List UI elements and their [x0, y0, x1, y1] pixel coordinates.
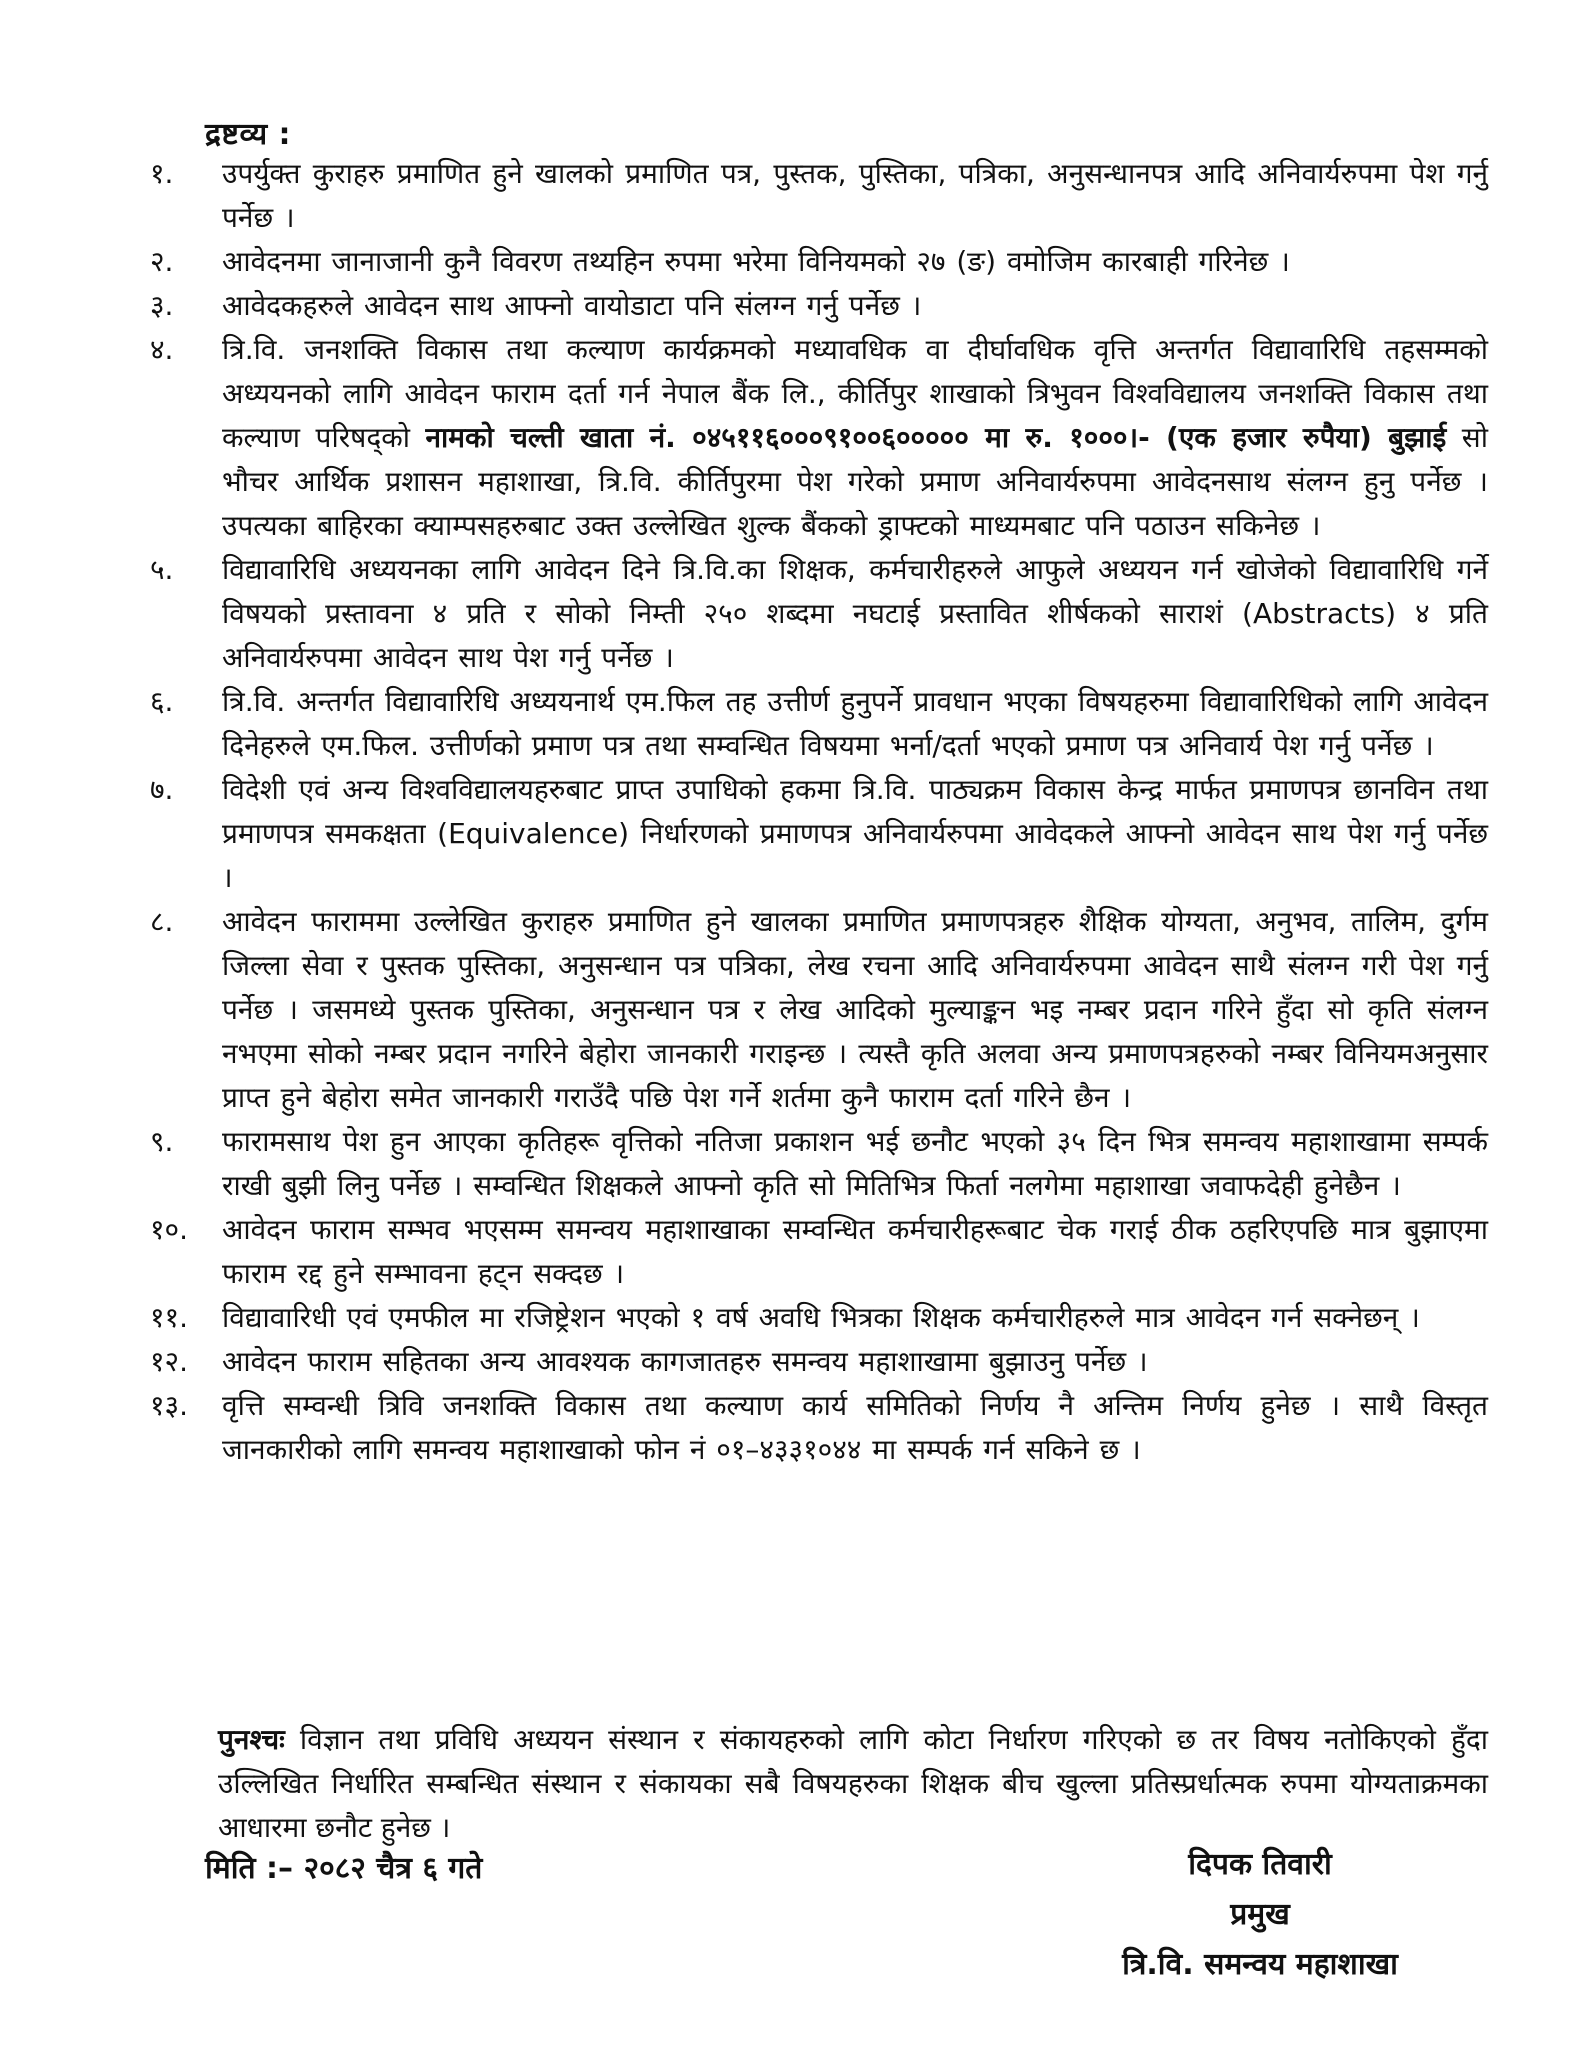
signatory-title: प्रमुख [1230, 1897, 1290, 1932]
note-number: ५. [150, 553, 174, 586]
note-item-12 [148, 1340, 1488, 1384]
note-item-6 [148, 680, 1488, 768]
note-number: १३. [150, 1389, 189, 1422]
note-text-after: सो भौचर आर्थिक प्रशासन महाशाखा, त्रि.वि. कीर्तिपुरमा पेश गरेको प्रमाण अनिवार्यरुपमा आवेदनसाथ संलग्न हुनु पर्नेछ । उपत्यका बाहिरका क्याम्पसहरुबाट उक्त उल्लेखित शुल्क बैंकको ड्राफ्टको माध्यमबाट पनि पठाउन सकिनेछ । [222, 421, 1488, 542]
signatory-name: दिपक तिवारी [1188, 1847, 1332, 1882]
note-item-5 [148, 548, 1488, 680]
note-item-7 [148, 768, 1488, 900]
note-number: २. [150, 245, 174, 278]
note-text: विद्यावारिधी एवं एमफील मा रजिष्ट्रेशन भएको १ वर्ष अवधि भित्रका शिक्षक कर्मचारीहरुले मात्र आवेदन गर्न सक्नेछन् । [222, 1301, 1420, 1334]
note-text [222, 328, 1488, 548]
note-number: ३. [150, 289, 174, 322]
note-text: उपर्युक्त कुराहरु प्रमाणित हुने खालको प्रमाणित पत्र, पुस्तक, पुस्तिका, पत्रिका, अनुसन्धानपत्र आदि अनिवार्यरुपमा पेश गर्नु पर्नेछ । [222, 157, 1488, 234]
note-text-before: त्रि.वि. जनशक्ति विकास तथा कल्याण कार्यक्रमको मध्यावधिक वा दीर्घावधिक वृत्ति अन्तर्गत विद्यावारिधि तहसम्मको अध्ययनको लागि आवेदन फाराम दर्ता गर्न नेपाल बैंक लि., कीर्तिपुर शाखाको त्रिभुवन विश्वविद्यालय जनशक्ति विकास तथा कल्याण परिषद्को [222, 333, 1488, 454]
postscript-text: विज्ञान तथा प्रविधि अध्ययन संस्थान र संकायहरुको लागि कोटा निर्धारण गरिएको छ तर विषय नतोकिएको हुँदा उल्लिखित निर्धारित सम्बन्धित संस्थान र संकायका सबै विषयहरुका शिक्षक बीच खुल्ला प्रतिस्प्रर्धात्मक रुपमा योग्यताक्रमका आधारमा छनौट हुनेछ । [218, 1723, 1488, 1844]
notes-list [148, 152, 1488, 1472]
note-number: १०. [150, 1213, 189, 1246]
signature-block [1080, 1840, 1440, 1990]
note-item-11 [148, 1296, 1488, 1340]
note-text: वृत्ति सम्वन्धी त्रिवि जनशक्ति विकास तथा कल्याण कार्य समितिको निर्णय नै अन्तिम निर्णय हुनेछ । साथै विस्तृत जानकारीको लागि समन्वय महाशाखाको फोन नं ०१–४३३१०४४ मा सम्पर्क गर्न सकिने छ । [222, 1389, 1488, 1466]
note-number: ११. [150, 1301, 189, 1334]
note-text: आवेदनमा जानाजानी कुनै विवरण तथ्यहिन रुपमा भरेमा विनियमको २७ (ङ) वमोजिम कारबाही गरिनेछ । [222, 245, 1290, 278]
note-number: ६. [150, 685, 174, 718]
postscript-label: पुनश्चः [218, 1723, 285, 1756]
signatory-office: त्रि.वि. समन्वय महाशाखा [1122, 1947, 1398, 1982]
note-number: ४. [150, 333, 174, 366]
note-item-8 [148, 900, 1488, 1120]
note-item-4 [148, 328, 1488, 548]
issue-date: मिति :– २०८२ चैत्र ६ गते [205, 1851, 483, 1886]
note-item-9 [148, 1120, 1488, 1208]
note-number: ९. [150, 1125, 174, 1158]
note-text: आवेदन फाराममा उल्लेखित कुराहरु प्रमाणित हुने खालका प्रमाणित प्रमाणपत्रहरु शैक्षिक योग्यता, अनुभव, तालिम, दुर्गम जिल्ला सेवा र पुस्तक पुस्तिका, अनुसन्धान पत्र पत्रिका, लेख रचना आदि अनिवार्यरुपमा आवेदन साथै संलग्न गरी पेश गर्नु पर्नेछ । जसमध्ये पुस्तक पुस्तिका, अनुसन्धान पत्र र लेख आदिको मुल्याङ्कन भइ नम्बर प्रदान गरिने हुँदा सो कृति संलग्न नभएमा सोको नम्बर प्रदान नगरिने बेहोरा जानकारी गराइन्छ । त्यस्तै कृति अलवा अन्य प्रमाणपत्रहरुको नम्बर विनियमअनुसार प्राप्त हुने बेहोरा समेत जानकारी गराउँदै पछि पेश गर्ने शर्तमा कुनै फाराम दर्ता गरिने छैन । [222, 905, 1488, 1114]
note-number: १२. [150, 1345, 189, 1378]
note-number: ८. [150, 905, 174, 938]
note-item-3 [148, 284, 1488, 328]
note-text: आवेदकहरुले आवेदन साथ आफ्नो वायोडाटा पनि संलग्न गर्नु पर्नेछ । [222, 289, 922, 322]
note-text: आवेदन फाराम सम्भव भएसम्म समन्वय महाशाखाका सम्वन्धित कर्मचारीहरूबाट चेक गराई ठीक ठहरिएपछि मात्र बुझाएमा फाराम रद्द हुने सम्भावना हट्न सक्दछ । [222, 1213, 1488, 1290]
note-text: आवेदन फाराम सहितका अन्य आवश्यक कागजातहरु समन्वय महाशाखामा बुझाउनु पर्नेछ । [222, 1345, 1148, 1378]
note-text: विदेशी एवं अन्य विश्वविद्यालयहरुबाट प्राप्त उपाधिको हकमा त्रि.वि. पाठ्यक्रम विकास केन्द्र मार्फत प्रमाणपत्र छानविन तथा प्रमाणपत्र समकक्षता (Equivalence) निर्धारणको प्रमाणपत्र अनिवार्यरुपमा आवेदकले आफ्नो आवेदन साथ पेश गर्नु पर्नेछ । [222, 773, 1488, 894]
note-item-2 [148, 240, 1488, 284]
bank-account-details: नामको चल्ती खाता नं. ०४५११६०००९१००६००००० मा रु. १०००।- (एक हजार रुपैया) बुझाई [425, 421, 1447, 454]
note-text: फारामसाथ पेश हुन आएका कृतिहरू वृत्तिको नतिजा प्रकाशन भई छनौट भएको ३५ दिन भित्र समन्वय महाशाखामा सम्पर्क राखी बुझी लिनु पर्नेछ । सम्वन्धित शिक्षकले आफ्नो कृति सो मितिभित्र फिर्ता नलगेमा महाशाखा जवाफदेही हुनेछैन । [222, 1125, 1488, 1202]
postscript [218, 1718, 1488, 1850]
notes-heading: द्रष्टव्य : [205, 117, 292, 152]
note-item-10 [148, 1208, 1488, 1296]
note-number: ७. [150, 773, 174, 806]
note-text: त्रि.वि. अन्तर्गत विद्यावारिधि अध्ययनार्थ एम.फिल तह उत्तीर्ण हुनुपर्ने प्रावधान भएका विषयहरुमा विद्यावारिधिको लागि आवेदन दिनेहरुले एम.फिल. उत्तीर्णको प्रमाण पत्र तथा सम्वन्धित विषयमा भर्ना/दर्ता भएको प्रमाण पत्र अनिवार्य पेश गर्नु पर्नेछ । [222, 685, 1488, 762]
note-number: १. [150, 157, 174, 190]
note-text: विद्यावारिधि अध्ययनका लागि आवेदन दिने त्रि.वि.का शिक्षक, कर्मचारीहरुले आफुले अध्ययन गर्न खोजेको विद्यावारिधि गर्ने विषयको प्रस्तावना ४ प्रति र सोको निम्ती २५० शब्दमा नघटाई प्रस्तावित शीर्षकको साराशं (Abstracts) ४ प्रति अनिवार्यरुपमा आवेदन साथ पेश गर्नु पर्नेछ । [222, 553, 1488, 674]
note-item-13 [148, 1384, 1488, 1472]
note-item-1 [148, 152, 1488, 240]
